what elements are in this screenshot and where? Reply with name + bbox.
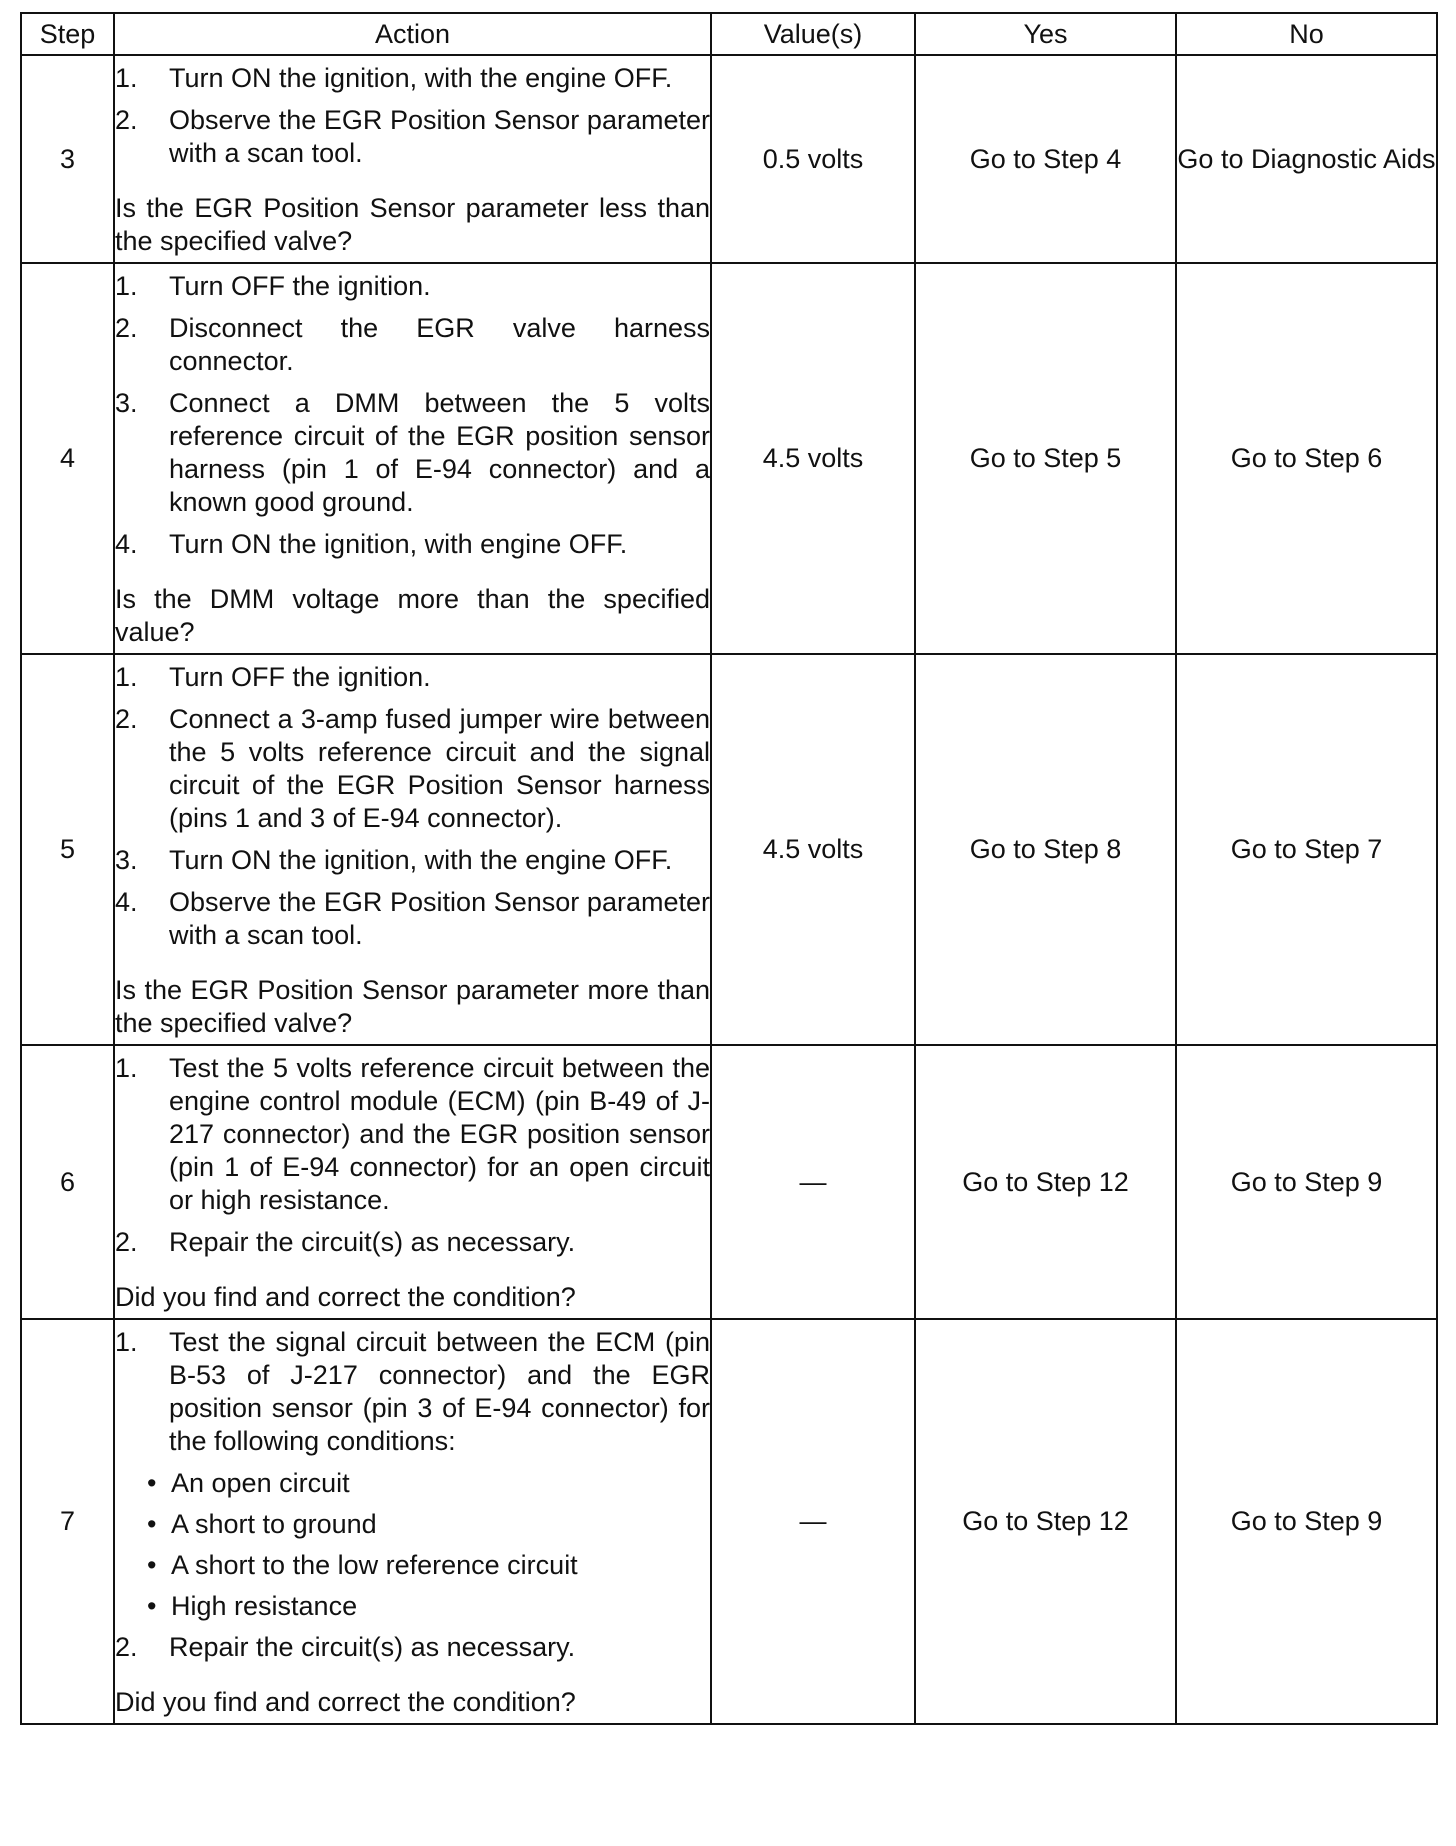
bullet-icon: • bbox=[147, 1550, 157, 1580]
step-number: 5 bbox=[21, 654, 114, 1045]
action-item bbox=[115, 312, 710, 378]
action-item-number: 2. bbox=[115, 105, 138, 135]
yes-cell: Go to Step 5 bbox=[915, 263, 1176, 654]
no-cell: Go to Step 6 bbox=[1176, 263, 1437, 654]
bullet-icon: • bbox=[147, 1468, 157, 1498]
action-item-number: 2. bbox=[115, 704, 138, 734]
action-item-number: 1. bbox=[115, 662, 138, 692]
action-item-text: Connect a 3-amp fused jumper wire between the 5 volts reference circuit and the signal circuit of the EGR Position Sensor harness (pins 1 and 3 of E-94 connector). bbox=[169, 704, 710, 833]
action-item bbox=[115, 661, 710, 694]
table-row bbox=[21, 263, 1437, 654]
action-item-number: 2. bbox=[115, 1227, 138, 1257]
action-item-text: Observe the EGR Position Sensor parameter with a scan tool. bbox=[169, 105, 710, 168]
value-cell: 0.5 volts bbox=[711, 55, 915, 263]
action-item-number: 2. bbox=[115, 1632, 138, 1662]
action-item-text: Repair the circuit(s) as necessary. bbox=[169, 1632, 576, 1662]
yes-cell: Go to Step 12 bbox=[915, 1319, 1176, 1724]
no-cell: Go to Step 9 bbox=[1176, 1045, 1437, 1319]
action-question: Is the EGR Position Sensor parameter less than the specified valve? bbox=[115, 193, 710, 256]
no-cell: Go to Step 7 bbox=[1176, 654, 1437, 1045]
action-question: Is the DMM voltage more than the specified value? bbox=[115, 584, 710, 647]
value-cell: 4.5 volts bbox=[711, 263, 915, 654]
header-row bbox=[21, 13, 1437, 55]
condition-bullet: • A short to ground bbox=[147, 1509, 377, 1539]
action-item-text: Repair the circuit(s) as necessary. bbox=[169, 1227, 576, 1257]
action-item-number: 4. bbox=[115, 887, 138, 917]
yes-cell: Go to Step 12 bbox=[915, 1045, 1176, 1319]
yes-cell: Go to Step 8 bbox=[915, 654, 1176, 1045]
condition-bullet: • A short to the low reference circuit bbox=[147, 1550, 578, 1580]
bullet-icon: • bbox=[147, 1509, 157, 1539]
action-item-number: 1. bbox=[115, 63, 138, 93]
action-item-number: 3. bbox=[115, 388, 138, 418]
step-number: 3 bbox=[21, 55, 114, 263]
table-row bbox=[21, 654, 1437, 1045]
action-question: Is the EGR Position Sensor parameter more than the specified valve? bbox=[115, 975, 710, 1038]
action-item-text: Disconnect the EGR valve harness connector. bbox=[169, 313, 710, 376]
step-number: 6 bbox=[21, 1045, 114, 1319]
action-question: Did you find and correct the condition? bbox=[115, 1687, 576, 1717]
table-row bbox=[21, 1319, 1437, 1724]
action-item bbox=[115, 387, 710, 519]
action-item-text: Turn OFF the ignition. bbox=[169, 271, 431, 301]
action-item bbox=[115, 528, 710, 561]
action-item bbox=[115, 1326, 710, 1458]
action-cell bbox=[114, 654, 711, 1045]
action-item bbox=[115, 62, 710, 95]
no-cell: Go to Step 9 bbox=[1176, 1319, 1437, 1724]
condition-bullet: • An open circuit bbox=[147, 1468, 350, 1498]
action-item-text: Connect a DMM between the 5 volts reference circuit of the EGR position sensor harness (pin 1 of E-94 connector) and a known good ground. bbox=[169, 388, 710, 517]
action-item-text: Observe the EGR Position Sensor parameter with a scan tool. bbox=[169, 887, 710, 950]
action-item-number: 2. bbox=[115, 313, 138, 343]
action-item-number: 1. bbox=[115, 1327, 138, 1357]
action-item-number: 1. bbox=[115, 1053, 138, 1083]
action-item bbox=[115, 703, 710, 835]
action-item-number: 4. bbox=[115, 529, 138, 559]
value-cell: — bbox=[711, 1045, 915, 1319]
action-item bbox=[115, 1052, 710, 1217]
action-item-text: Turn OFF the ignition. bbox=[169, 662, 431, 692]
no-cell: Go to Diagnostic Aids bbox=[1176, 55, 1437, 263]
value-cell: 4.5 volts bbox=[711, 654, 915, 1045]
action-item bbox=[115, 886, 710, 952]
header-values: Value(s) bbox=[711, 13, 915, 55]
action-item bbox=[115, 104, 710, 170]
step-number: 4 bbox=[21, 263, 114, 654]
header-no: No bbox=[1176, 13, 1437, 55]
action-item bbox=[115, 270, 710, 303]
action-item-text: Turn ON the ignition, with the engine OFF. bbox=[169, 63, 673, 93]
bullet-icon: • bbox=[147, 1591, 157, 1621]
header-step: Step bbox=[21, 13, 114, 55]
action-item-text: Turn ON the ignition, with engine OFF. bbox=[169, 529, 628, 559]
header-action: Action bbox=[114, 13, 711, 55]
condition-bullet: • High resistance bbox=[147, 1591, 358, 1621]
action-cell bbox=[114, 1045, 711, 1319]
action-item-text: Test the 5 volts reference circuit between the engine control module (ECM) (pin B-49 of J-217 connector) and the EGR position sensor (pin 1 of E-94 connector) for an open circuit or high resistance. bbox=[169, 1053, 710, 1215]
action-item bbox=[115, 844, 710, 877]
diagnostic-table bbox=[20, 12, 1438, 1725]
action-question: Did you find and correct the condition? bbox=[115, 1282, 576, 1312]
table-row bbox=[21, 55, 1437, 263]
table-row bbox=[21, 1045, 1437, 1319]
action-item-text: Turn ON the ignition, with the engine OFF. bbox=[169, 845, 673, 875]
action-cell bbox=[114, 263, 711, 654]
yes-cell: Go to Step 4 bbox=[915, 55, 1176, 263]
action-cell bbox=[114, 55, 711, 263]
action-item bbox=[115, 1226, 710, 1259]
value-cell: — bbox=[711, 1319, 915, 1724]
action-item bbox=[115, 1631, 710, 1664]
action-item-number: 3. bbox=[115, 845, 138, 875]
action-item-text: Test the signal circuit between the ECM (pin B-53 of J-217 connector) and the EGR position sensor (pin 3 of E-94 connector) for the following conditions: bbox=[169, 1327, 710, 1456]
header-yes: Yes bbox=[915, 13, 1176, 55]
action-cell bbox=[114, 1319, 711, 1724]
step-number: 7 bbox=[21, 1319, 114, 1724]
action-item-number: 1. bbox=[115, 271, 138, 301]
